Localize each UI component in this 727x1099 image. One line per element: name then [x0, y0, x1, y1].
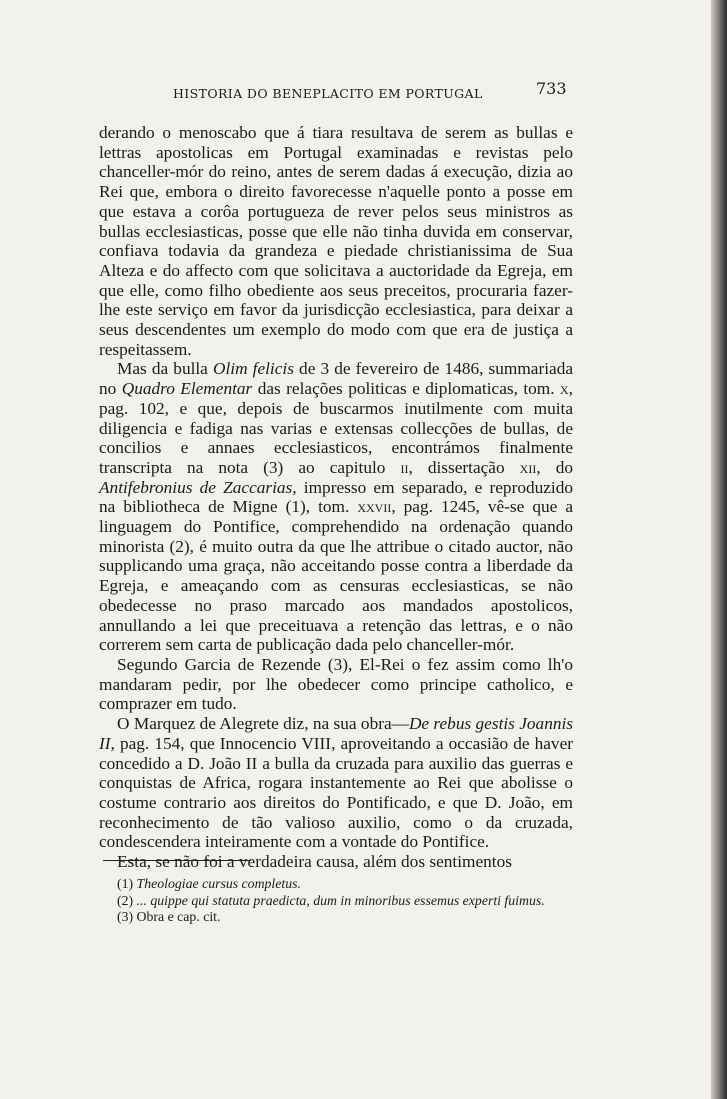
footnotes — [99, 876, 573, 926]
paragraph-3: Segundo Garcia de Rezende (3), El-Rei o fez assim como lh'o mandaram pedir, por lhe obedecer como principe catholico, e comprazer em tudo. — [99, 654, 573, 714]
body-text — [99, 123, 573, 872]
paragraph-2: Mas da bulla Olim felicis de 3 de fevereiro de 1486, summariada no Quadro Elementar das relações politicas e diplomaticas, tom. x, pag. 102, e que, depois de buscarmos inutilmente com muita diligencia e fadiga nas varias e extensas collecções de bullas, de concilios e annaes ecclesiasticos, encontrámos finalmente transcripta na nota (3) ao capitulo ii, dissertação xii, do Antifebronius de Zaccarias, impresso em separado, e reproduzido na bibliotheca de Migne (1), tom. xxvii, pag. 1245, vê-se que a linguagem do Pontifice, comprehendido na ordenação quando minorista (2), é muito outra da que lhe attribue o citado auctor, não supplicando uma graça, não acceitando posse contra a liberdade da Egreja, e ameaçando com as censuras ecclesiasticas, se não obedecesse no praso marcado aos mandados apostolicos, annullando a lei que preceituava a retenção das lettras, e o não correrem sem carta de publicação dada pelo chanceller-mór. — [99, 359, 574, 655]
paragraph-4: O Marquez de Alegrete diz, na sua obra—De rebus gestis Joannis II, pag. 154, que Innocencio VIII, aproveitando a occasião de haver concedido a D. João II a bulla da cruzada para auxilio das guerras e conquistas de Africa, rogara instantemente ao Rei que abolisse o costume contrario aos direitos do Pontificado, e que D. João, em reconhecimento de tão valioso auxilio, como o da cruzada, condescendera inteiramente com a vontade do Pontifice. — [99, 714, 574, 852]
footnote-2: (2) ... quippe qui statuta praedicta, dum in minoribus essemus experti fuimus. — [117, 892, 545, 908]
footnote-rule — [103, 860, 251, 861]
running-head: HISTORIA DO BENEPLACITO EM PORTUGAL — [173, 86, 483, 101]
footnote-1: (1) Theologiae cursus completus. — [117, 876, 301, 891]
footnote-3: (3) Obra e cap. cit. — [117, 909, 221, 925]
page-number: 733 — [536, 79, 567, 98]
paragraph-1: derando o menoscabo que á tiara resultava de serem as bullas e lettras apostolicas em Portugal examinadas e revistas pelo chanceller-mór do reino, antes de serem dadas á execução, dizia ao Rei que, embora o direito favorecesse n'aquelle ponto a posse em que estava a corôa portugueza de rever pelos seus ministros as bullas ecclesiasticas, posse que elle não tinha duvida em conservar, confiava todavia da grandeza e piedade christianissima de Sua Alteza e do affecto com que solicitava a auctoridade da Egreja, em que elle, como filho obediente aos seus preceitos, procuraria fazer-lhe este serviço em favor da jurisdicção ecclesiastica, para deixar a seus descendentes um exemplo do modo com que era de justiça a respeitassem. — [99, 123, 573, 359]
page-edge-shadow — [711, 0, 727, 1099]
paragraph-5: Esta, se não foi a verdadeira causa, além dos sentimentos — [117, 852, 512, 872]
